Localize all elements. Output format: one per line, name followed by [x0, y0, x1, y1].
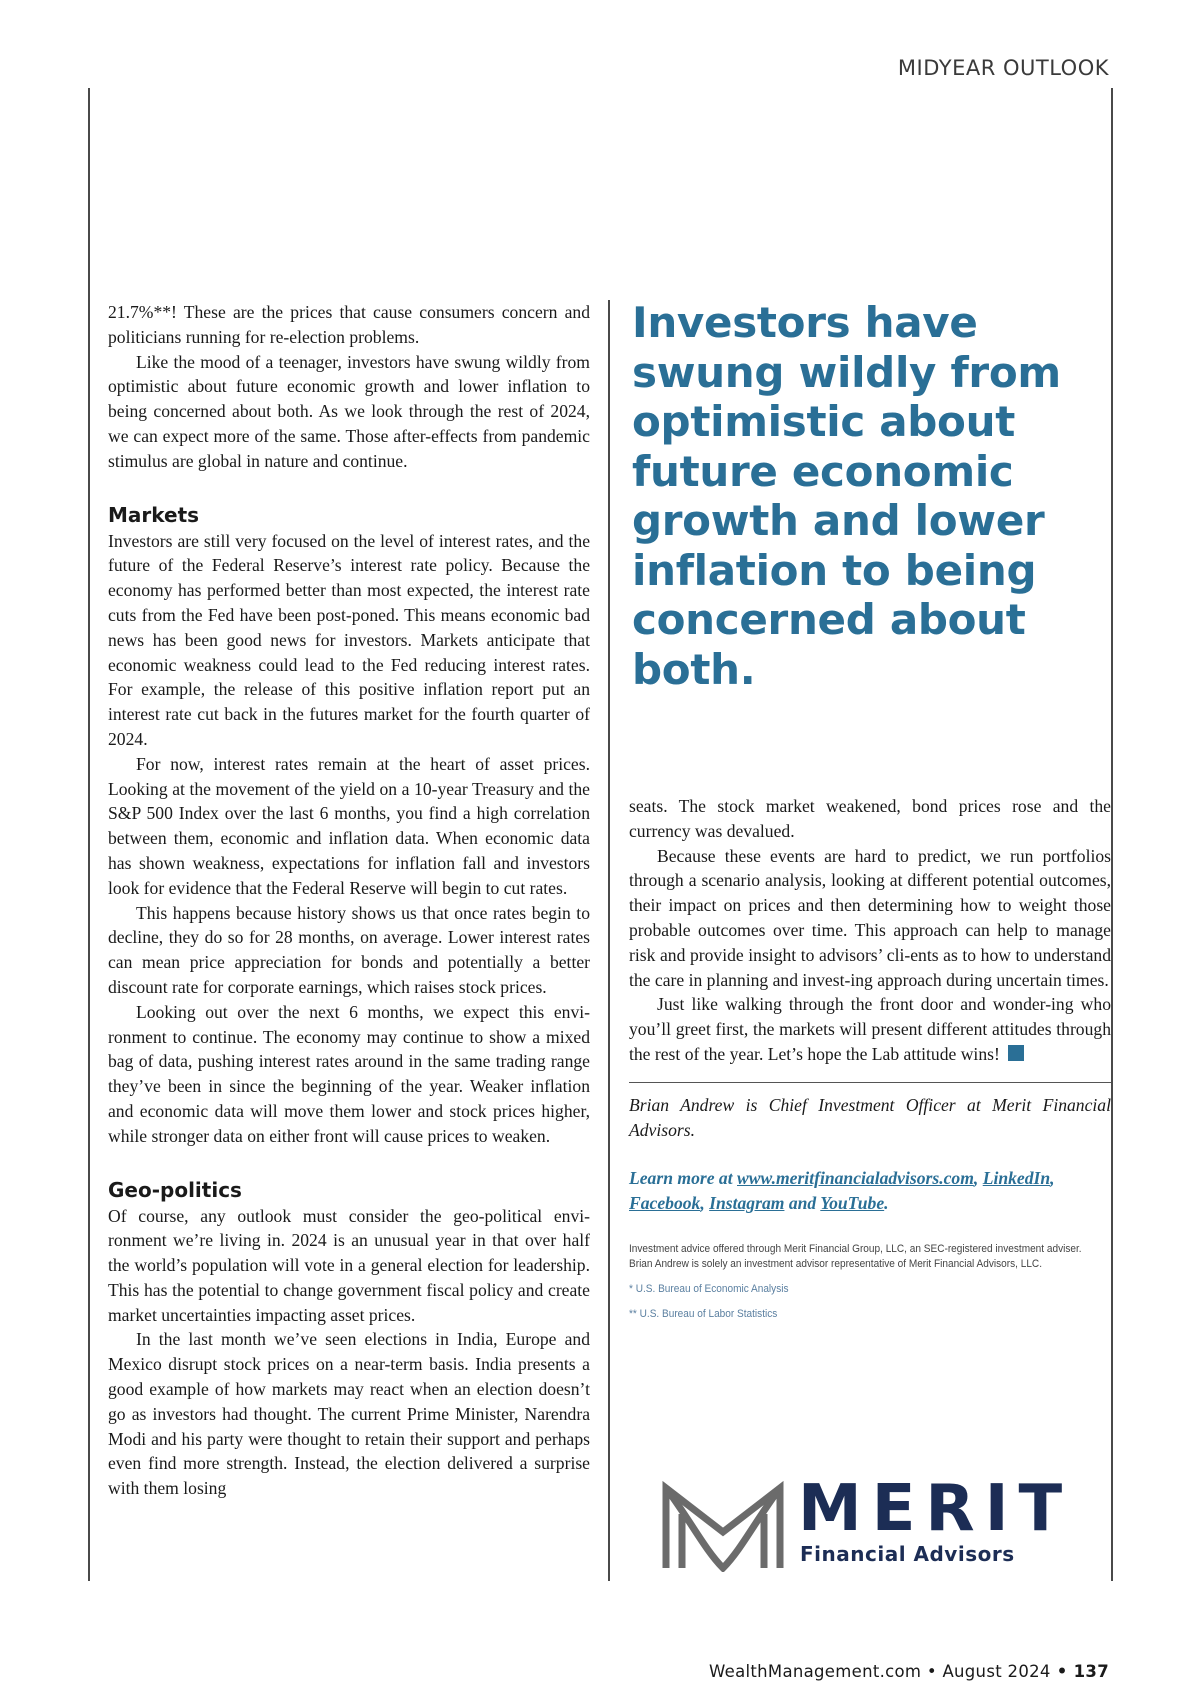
paragraph: seats. The stock market weakened, bond prices rose and the currency was devalued. — [629, 796, 1111, 841]
footer-date: August 2024 — [942, 1662, 1051, 1681]
left-margin-rule — [88, 88, 90, 1581]
page-footer — [709, 1662, 1109, 1681]
website-link[interactable]: www.meritfinancialadvisors.com — [737, 1168, 974, 1189]
footer-site: WealthManagement.com — [709, 1662, 922, 1681]
section-heading-markets: Markets — [108, 502, 200, 527]
section-label: MIDYEAR OUTLOOK — [897, 56, 1109, 80]
separator: and — [784, 1193, 821, 1214]
paragraph: This happens because history shows us that once rates begin to decline, they do so for 28 months, on average. Lower interest rates can mean price appreciation for bonds and potentially a better discount rate for corporate earnings, which raises stock prices. — [108, 902, 590, 997]
facebook-link[interactable]: Facebook — [629, 1193, 701, 1214]
footer-bullet: • — [1050, 1662, 1074, 1681]
paragraph: In the last month we’ve seen elections in India, Europe and Mexico disrupt stock prices on a near-term basis. India presents a good example of how markets may react when an election doesn’t go as investors had thought. The current Prime Minister, Narendra Modi and his party were thought to retain their support and perhaps even find more strength. Instead, the election delivered a surprise with them losing — [108, 1329, 590, 1499]
footnote: ** U.S. Bureau of Labor Statistics — [629, 1307, 778, 1320]
page-number: 137 — [1073, 1662, 1109, 1681]
paragraph: Like the mood of a teenager, investors have swung wildly from optimistic about future economic growth and lower inflation to being concerned about both. As we look through the rest of 2024, we can expect more of the same. Those after-effects from pandemic stimulus are global in nature and continue. — [108, 351, 590, 471]
separator: . — [884, 1193, 889, 1214]
logo-wordmark: MERIT — [798, 1472, 1073, 1546]
separator: , — [973, 1168, 983, 1189]
paragraph: Because these events are hard to predict, we run portfolios through a scenario analysis, looking at different potential outcomes, their impact on prices and then determining how to weight those probable outcomes over time. This approach can help to manage risk and provide insight to advisors’ cli-ents as to how to understand the care in planning and invest-ing approach during uncertain times. — [629, 845, 1111, 990]
disclaimer: Investment advice offered through Merit Financial Group, LLC, an SEC-registered investment adviser. Brian Andrew is solely an investment advisor representative of Merit Financial Advisors, LLC. — [629, 1242, 1082, 1270]
logo-subtitle: Financial Advisors — [800, 1542, 1015, 1566]
paragraph: For now, interest rates remain at the heart of asset prices. Looking at the movement of the yield on a 10-year Treasury and the S&P 500 Index over the last 6 months, you find a high correlation between them, economic and inflation data. When economic data has shown weakness, expectations for inflation fall and investors look for evidence that the Federal Reserve will begin to cut rates. — [108, 753, 590, 898]
separator: , — [700, 1193, 710, 1214]
instagram-link[interactable]: Instagram — [709, 1193, 785, 1214]
paragraph-final — [629, 992, 1111, 1066]
footnote: * U.S. Bureau of Economic Analysis — [629, 1282, 789, 1295]
pull-quote: Investors have swung wildly from optimistic about future economic growth and lower inflation to being concerned about both. — [632, 298, 1061, 694]
merit-logo-mark-icon — [660, 1480, 786, 1572]
paragraph: Investors are still very focused on the level of interest rates, and the future of the Federal Reserve’s interest rate policy. Because the economy has performed better than most expected, the interest rate cuts from the Fed have been post-poned. This means economic bad news has been good news for investors. Markets anticipate that economic weakness could lead to the Fed reducing interest rates. For example, the release of this positive inflation report put an interest rate cut back in the futures market for the fourth quarter of 2024. — [108, 530, 590, 749]
separator: , — [1050, 1168, 1055, 1189]
author-divider — [629, 1082, 1111, 1083]
paragraph-text: Just like walking through the front door and wonder-ing who you’ll greet first, the markets will present different attitudes through the rest of the year. Let’s hope the Lab attitude wins! — [629, 994, 1111, 1064]
end-of-article-icon — [1008, 1045, 1024, 1061]
column-divider-rule — [608, 300, 610, 1581]
right-column — [629, 794, 1111, 1322]
author-bio: Brian Andrew is Chief Investment Officer at Merit Financial Advisors. — [629, 1094, 1111, 1140]
paragraph: Of course, any outlook must consider the geo-political envi-ronment we’re living in. 2024 is an unusual year in that over half the world’s population will vote in a general election for leadership. This has the potential to change government fiscal policy and create market uncertainties impacting asset prices. — [108, 1205, 590, 1325]
merit-logo — [660, 1472, 1080, 1574]
paragraph: 21.7%**! These are the prices that cause consumers concern and politicians running for re-election problems. — [108, 302, 590, 347]
paragraph: Looking out over the next 6 months, we expect this envi-ronment to continue. The economy may continue to show a mixed bag of data, pushing interest rates around in the same trading range they’ve been in since the beginning of the year. Weaker inflation and economic data will move them lower and stock prices higher, while stronger data on either front will cause prices to weaken. — [108, 1001, 590, 1146]
linkedin-link[interactable]: LinkedIn — [982, 1168, 1051, 1189]
section-heading-geo-politics: Geo-politics — [108, 1177, 242, 1202]
footer-bullet: • — [921, 1662, 943, 1681]
youtube-link[interactable]: YouTube — [820, 1193, 885, 1214]
right-margin-rule — [1111, 88, 1113, 1581]
learn-more-line — [629, 1166, 1111, 1216]
left-column — [108, 300, 590, 1501]
learn-more-prefix: Learn more at — [629, 1168, 738, 1189]
